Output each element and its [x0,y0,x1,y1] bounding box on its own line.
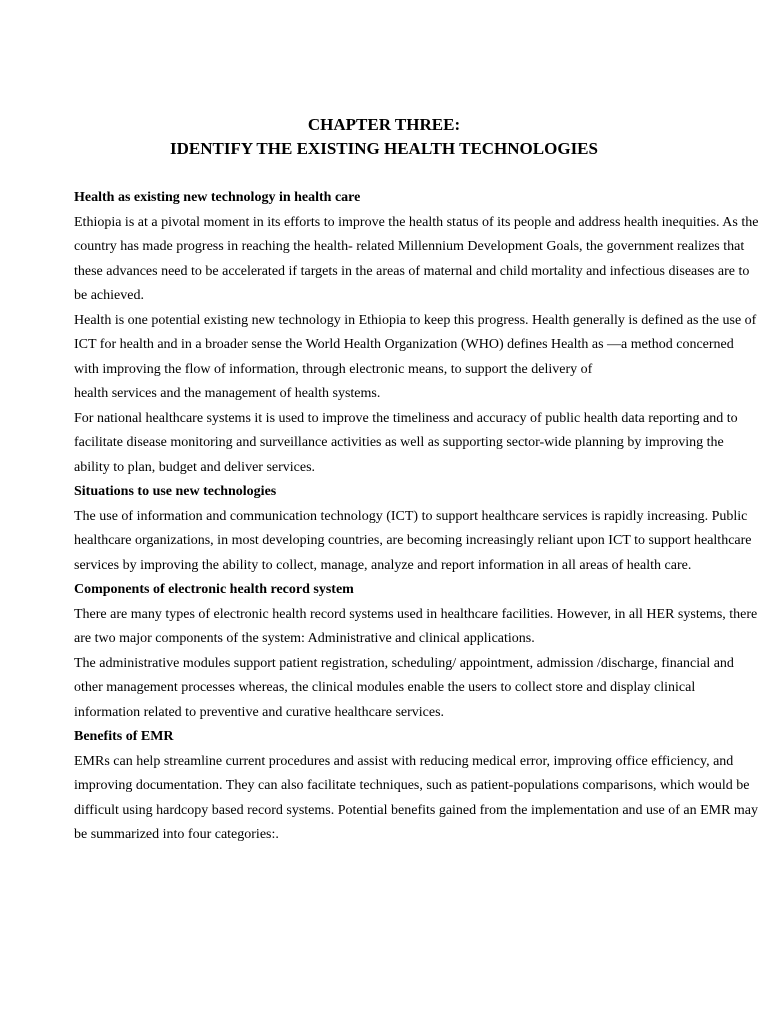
section-heading: Benefits of EMR [74,729,174,744]
paragraph [74,750,759,848]
paragraph-line: services by improving the ability to collect, manage, analyze and report information in all areas of health care. [74,557,692,573]
paragraph-line: these advances need to be accelerated if targets in the areas of maternal and child mortality and infectious diseases are to [74,263,750,279]
paragraph-line: ICT for health and in a broader sense the World Health Organization (WHO) defines Health as —a method concerned [74,337,734,352]
paragraph-line: EMRs can help streamline current procedures and assist with reducing medical error, improving office efficiency, and [74,753,734,769]
chapter-title [74,113,750,161]
paragraph-line: country has made progress in reaching the health- related Millennium Development Goals, the government realizes that [74,239,745,254]
paragraph-line: ability to plan, budget and deliver services. [74,459,316,475]
paragraph-line: healthcare organizations, in most developing countries, are becoming increasingly reliant upon ICT to support healthcare [74,533,752,548]
document-body [74,186,759,848]
section-heading: Situations to use new technologies [74,484,277,499]
paragraph-line: information related to preventive and curative healthcare services. [74,704,445,720]
chapter-subtitle: IDENTIFY THE EXISTING HEALTH TECHNOLOGIES [170,139,598,158]
paragraph-line: other management processes whereas, the clinical modules enable the users to collect store and display clinical [74,680,696,695]
paragraph-line: difficult using hardcopy based record systems. Potential benefits gained from the implementation and use of an EMR may [74,802,759,818]
paragraph-line: be achieved. [74,288,144,303]
paragraph-line: For national healthcare systems it is used to improve the timeliness and accuracy of public health data reporting and to [74,410,738,426]
paragraph [74,211,759,309]
paragraph-line: Health is one potential existing new technology in Ethiopia to keep this progress. Health generally is defined as the use of [74,312,757,328]
paragraph-line: The administrative modules support patient registration, scheduling/ appointment, admission /discharge, financial and [74,655,734,671]
section-heading: Health as existing new technology in health care [74,190,361,205]
paragraph [74,407,750,481]
paragraph-line: The use of information and communication technology (ICT) to support healthcare services is rapidly increasing. Public [74,508,748,524]
paragraph-line: be summarized into four categories:. [74,827,279,842]
paragraph-line: are two major components of the system: Administrative and clinical applications. [74,631,535,646]
paragraph-line: There are many types of electronic health record systems used in healthcare facilities. However, in all HER systems, there [74,606,758,622]
chapter-number: CHAPTER THREE: [307,115,461,134]
paragraph-line: improving documentation. They can also facilitate techniques, such as patient-populations comparisons, which would be [74,778,750,793]
paragraph [74,505,750,579]
paragraph [74,603,758,652]
paragraph [74,652,750,726]
paragraph [74,309,757,407]
paragraph-line: facilitate disease monitoring and surveillance activities as well as supporting sector-wide planning by improving the [74,435,724,450]
paragraph-line: health services and the management of health systems. [74,386,381,401]
paragraph-line: Ethiopia is at a pivotal moment in its efforts to improve the health status of its people and address health inequities. As the [74,214,759,230]
paragraph-line: with improving the flow of information, through electronic means, to support the delivery of [74,361,593,377]
section-heading: Components of electronic health record system [74,582,354,597]
